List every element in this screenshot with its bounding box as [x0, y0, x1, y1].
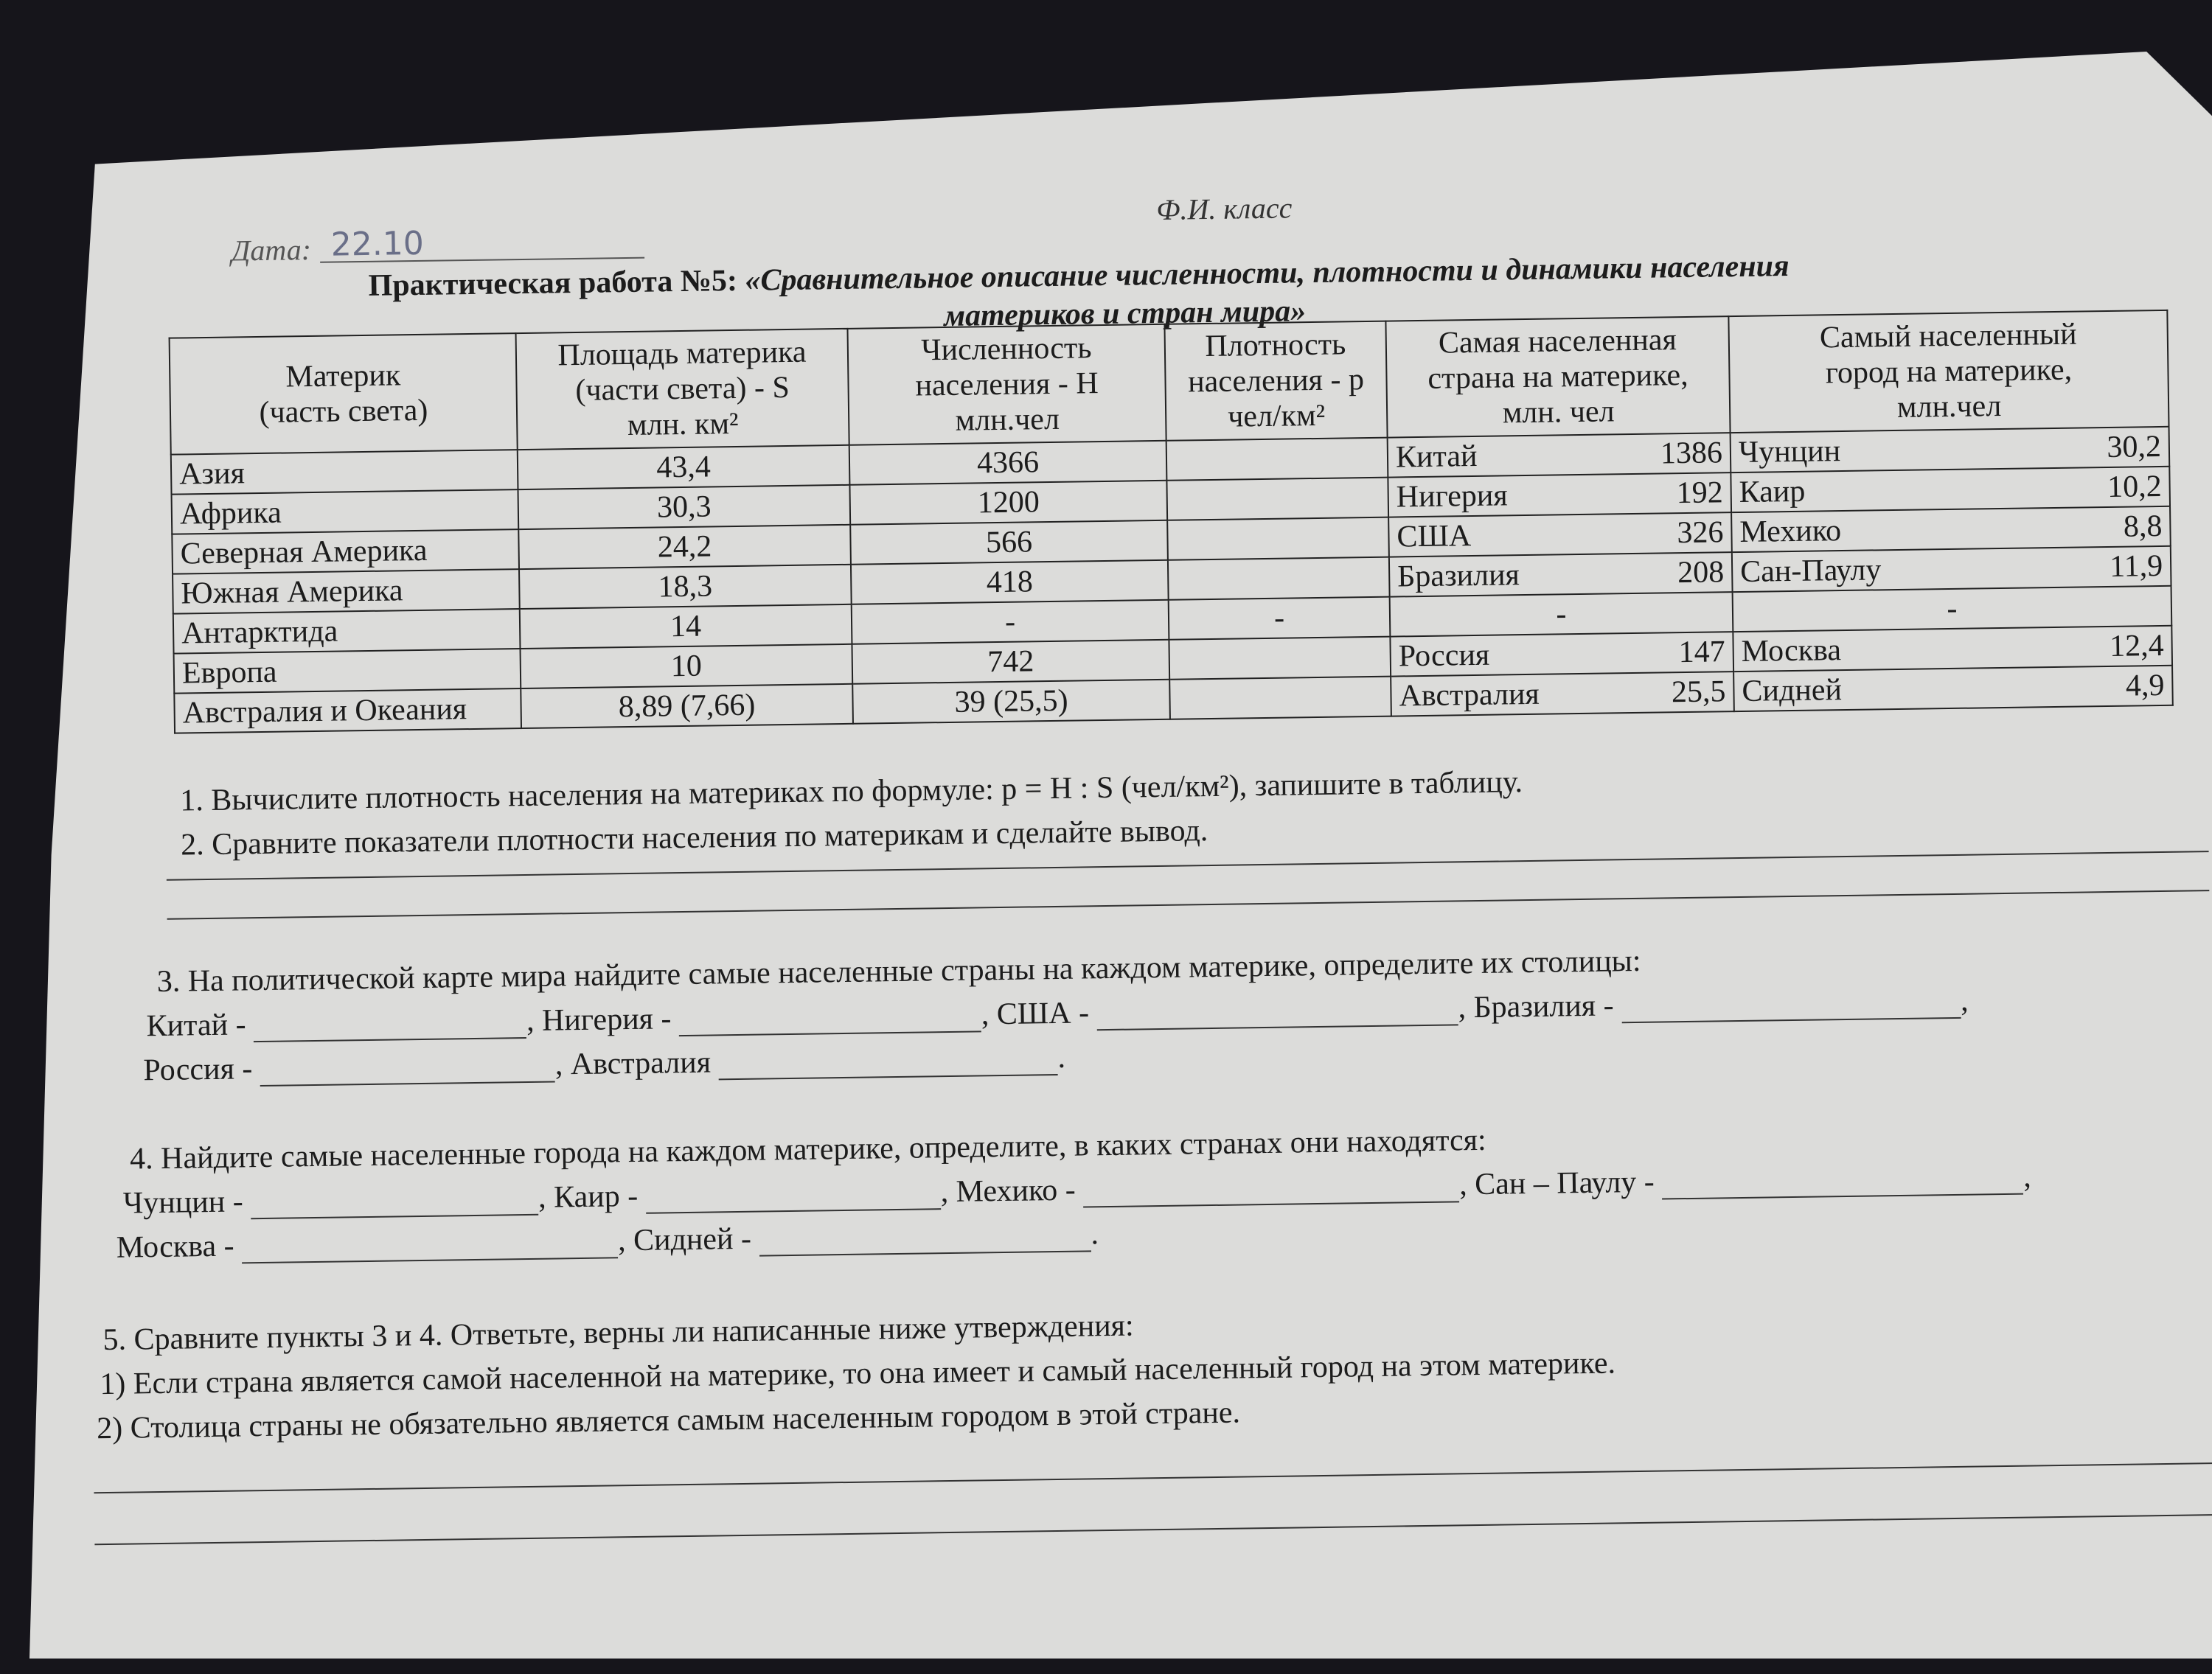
cell-top-country-pair: [1396, 433, 1723, 476]
capital-brazil-blank[interactable]: [1621, 988, 1961, 1023]
cell-top-city: [1732, 546, 2171, 592]
header-population-line: Численность: [920, 331, 1092, 368]
header-density-line: Плотность: [1205, 327, 1346, 364]
capital-brazil-label: , Бразилия -: [1458, 988, 1614, 1025]
top-city-name: Чунцин: [1738, 434, 1841, 470]
task-4: 4. Найдите самые населенные города на каждом материке, определите, в каких странах они находятся:: [129, 1123, 1486, 1176]
cell-population: 418: [851, 560, 1169, 604]
header-population-line: населения - Н: [915, 366, 1099, 403]
top-country-name: Австралия: [1399, 677, 1540, 714]
header-population-line: млн.чел: [955, 402, 1060, 438]
country-saopaulo-label: , Сан – Паулу -: [1458, 1165, 1655, 1202]
top-country-population: 192: [1676, 475, 1724, 511]
cell-top-country-pair: [1399, 672, 1726, 715]
cell-density[interactable]: [1167, 517, 1389, 560]
cell-top-city: [1731, 467, 2170, 512]
country-chongqing-label: Чунцин -: [122, 1185, 243, 1221]
capital-usa-label: , США -: [981, 996, 1090, 1032]
header-area: [516, 329, 849, 450]
cell-population: 566: [850, 520, 1168, 565]
cell-top-city-pair: [1739, 467, 2162, 512]
line-period: .: [1091, 1217, 1099, 1252]
header-top-country-line: млн. чел: [1502, 394, 1615, 430]
capital-china-label: Китай -: [146, 1008, 246, 1044]
header-continent-line: (часть света): [259, 393, 428, 430]
country-sydney-label: , Сидней -: [617, 1221, 752, 1258]
top-country-name: Бразилия: [1397, 558, 1520, 594]
top-country-name: США: [1397, 519, 1472, 554]
cell-continent: Азия: [171, 450, 518, 495]
line-period: .: [1057, 1040, 1066, 1075]
cell-continent: Антарктида: [173, 609, 521, 654]
country-moscow-label: Москва -: [116, 1229, 234, 1265]
cell-top-country: [1388, 512, 1732, 557]
cell-top-city-pair: [1741, 627, 2164, 671]
task-3-line-2: [143, 1040, 1065, 1088]
header-area-line: (части света) - S: [575, 370, 790, 408]
answer-line-2[interactable]: [167, 890, 2210, 920]
top-city-name: Сан-Паулу: [1739, 553, 1882, 589]
cell-density[interactable]: [1166, 478, 1388, 520]
country-mexico-label: , Мехико -: [940, 1173, 1077, 1210]
cell-density[interactable]: [1169, 677, 1391, 719]
table-body: [171, 427, 2173, 733]
task-1: 1. Вычислите плотность населения на материках по формуле: р = Н : S (чел/км²), запишите в таблицу.: [180, 765, 1523, 818]
top-country-population: 25,5: [1671, 674, 1726, 710]
worksheet-title: [368, 248, 1790, 304]
top-city-population: 30,2: [2107, 429, 2162, 464]
cell-top-city: [1731, 427, 2170, 472]
top-city-population: 8,8: [2123, 509, 2163, 544]
cell-area: 14: [520, 604, 852, 649]
task-2: 2. Сравните показатели плотности населения по материкам и сделайте вывод.: [180, 814, 1208, 862]
top-city-population: 10,2: [2107, 469, 2162, 504]
top-country-name: Китай: [1395, 439, 1478, 475]
header-density-line: чел/км²: [1227, 398, 1326, 434]
answer-line-4[interactable]: [94, 1514, 2212, 1545]
top-city-population: 11,9: [2109, 548, 2163, 584]
cell-top-city-pair: [1739, 428, 2162, 472]
cell-continent: Северная Америка: [172, 529, 519, 574]
top-country-population: 208: [1677, 555, 1725, 590]
cell-top-country-pair: [1397, 513, 1724, 556]
cell-population: 39 (25,5): [852, 680, 1170, 724]
cell-population: -: [852, 600, 1169, 644]
cell-top-city-pair: [1742, 666, 2165, 711]
header-population: [847, 324, 1166, 445]
task-3: 3. На политической карте мира найдите самые населенные страны на каждом материке, определите их столицы:: [156, 944, 1641, 999]
header-top-country-line: Самая населенная: [1438, 323, 1677, 360]
cell-population: 742: [852, 640, 1169, 684]
header-continent-line: Материк: [285, 358, 401, 394]
capital-nigeria-label: , Нигерия -: [526, 1002, 672, 1038]
cell-top-country-pair: [1396, 473, 1723, 516]
country-saopaulo-blank[interactable]: [1662, 1164, 2024, 1200]
cell-area: 43,4: [518, 445, 850, 489]
fio-class-label: Ф.И. класс: [1155, 191, 1293, 226]
cell-top-country: [1388, 472, 1731, 517]
cell-top-country-pair: [1397, 553, 1725, 596]
header-density-line: населения - р: [1187, 363, 1365, 400]
title-prefix: Практическая работа №5:: [368, 263, 745, 303]
header-top-city-line: город на материке,: [1825, 352, 2073, 391]
top-country-population: 326: [1677, 515, 1724, 551]
line-comma: ,: [2023, 1159, 2032, 1194]
header-area-line: Площадь материка: [557, 335, 807, 373]
cell-area: 30,3: [518, 485, 850, 529]
top-city-population: 12,4: [2109, 628, 2164, 663]
cell-continent: Европа: [174, 649, 521, 694]
country-moscow-blank[interactable]: [242, 1227, 619, 1263]
cell-top-country: -: [1390, 592, 1733, 636]
cell-area: 10: [521, 644, 853, 688]
cell-continent: Африка: [172, 489, 519, 534]
country-cairo-label: , Каир -: [538, 1179, 639, 1215]
country-mexico-blank[interactable]: [1083, 1171, 1460, 1207]
cell-area: 8,89 (7,66): [521, 684, 853, 728]
cell-population: 4366: [849, 441, 1167, 485]
cell-top-city-pair: [1739, 507, 2163, 551]
cell-population: 1200: [849, 481, 1167, 525]
cell-top-city-pair: [1740, 547, 2163, 591]
population-table: [169, 310, 2174, 734]
country-sydney-blank[interactable]: [759, 1221, 1091, 1256]
cell-top-country-pair: [1398, 632, 1725, 675]
header-density: [1164, 321, 1387, 441]
top-country-name: Нигерия: [1396, 478, 1508, 515]
header-top-city: [1728, 310, 2168, 433]
cell-top-country: [1388, 433, 1731, 477]
cell-top-city: [1731, 506, 2171, 552]
task-4-line-2: [116, 1216, 1099, 1266]
capital-usa-blank[interactable]: [1096, 994, 1458, 1030]
capital-russia-label: Россия -: [143, 1052, 253, 1088]
answer-line-3[interactable]: [94, 1462, 2212, 1493]
top-city-name: Москва: [1741, 633, 1842, 669]
cell-area: 24,2: [518, 525, 851, 569]
cell-density[interactable]: [1166, 438, 1388, 481]
line-comma: ,: [1960, 983, 1969, 1018]
task-5: 5. Сравните пункты 3 и 4. Ответьте, верны ли написанные ниже утверждения:: [102, 1308, 1134, 1358]
capital-nigeria-blank[interactable]: [679, 1001, 982, 1036]
cell-continent: Австралия и Океания: [174, 688, 521, 733]
date-value: 22.10: [330, 224, 425, 264]
cell-top-country: [1391, 672, 1734, 716]
cell-area: 18,3: [519, 565, 852, 609]
cell-density[interactable]: [1168, 557, 1390, 600]
top-city-population: 4,9: [2125, 668, 2165, 703]
cell-top-country: [1390, 632, 1733, 676]
cell-top-country: [1389, 552, 1733, 596]
header-top-city-line: Самый населенный: [1819, 317, 2077, 355]
header-top-city-line: млн.чел: [1896, 388, 2002, 425]
cell-top-city: [1733, 626, 2172, 672]
capital-china-blank[interactable]: [254, 1008, 527, 1042]
country-chongqing-blank[interactable]: [251, 1185, 539, 1219]
header-continent: [170, 333, 518, 455]
cell-top-city: [1733, 666, 2173, 711]
task-5-statement-2: 2) Столица страны не обязательно является самым населенным городом в этой стране.: [96, 1395, 1241, 1446]
country-cairo-blank[interactable]: [645, 1179, 941, 1214]
task-5-statement-1: 1) Если страна является самой населенной на материке, то она имеет и самый населенный город на этом материке.: [100, 1346, 1616, 1402]
capital-australia-blank[interactable]: [718, 1044, 1058, 1080]
top-country-population: 147: [1678, 635, 1726, 670]
cell-density[interactable]: [1169, 637, 1391, 680]
title-main: «Сравнительное описание численности, плотности и динамики населения: [745, 248, 1790, 298]
header-area-line: млн. км²: [627, 406, 739, 443]
cell-top-city: -: [1733, 586, 2172, 632]
date-label: Дата:: [231, 232, 312, 268]
cell-density[interactable]: -: [1169, 597, 1391, 640]
header-top-country: [1385, 316, 1730, 437]
cell-continent: Южная Америка: [173, 569, 520, 614]
worksheet-title-continuation: материков и стран мира»: [943, 294, 1307, 333]
header-top-country-line: страна на материке,: [1427, 358, 1688, 396]
top-city-name: Сидней: [1742, 673, 1843, 708]
top-country-population: 1386: [1660, 436, 1723, 471]
capital-russia-blank[interactable]: [260, 1051, 556, 1087]
top-country-name: Россия: [1398, 638, 1490, 674]
capital-australia-label: , Австралия: [554, 1045, 712, 1082]
top-city-name: Мехико: [1739, 514, 1842, 549]
top-city-name: Каир: [1739, 474, 1806, 509]
